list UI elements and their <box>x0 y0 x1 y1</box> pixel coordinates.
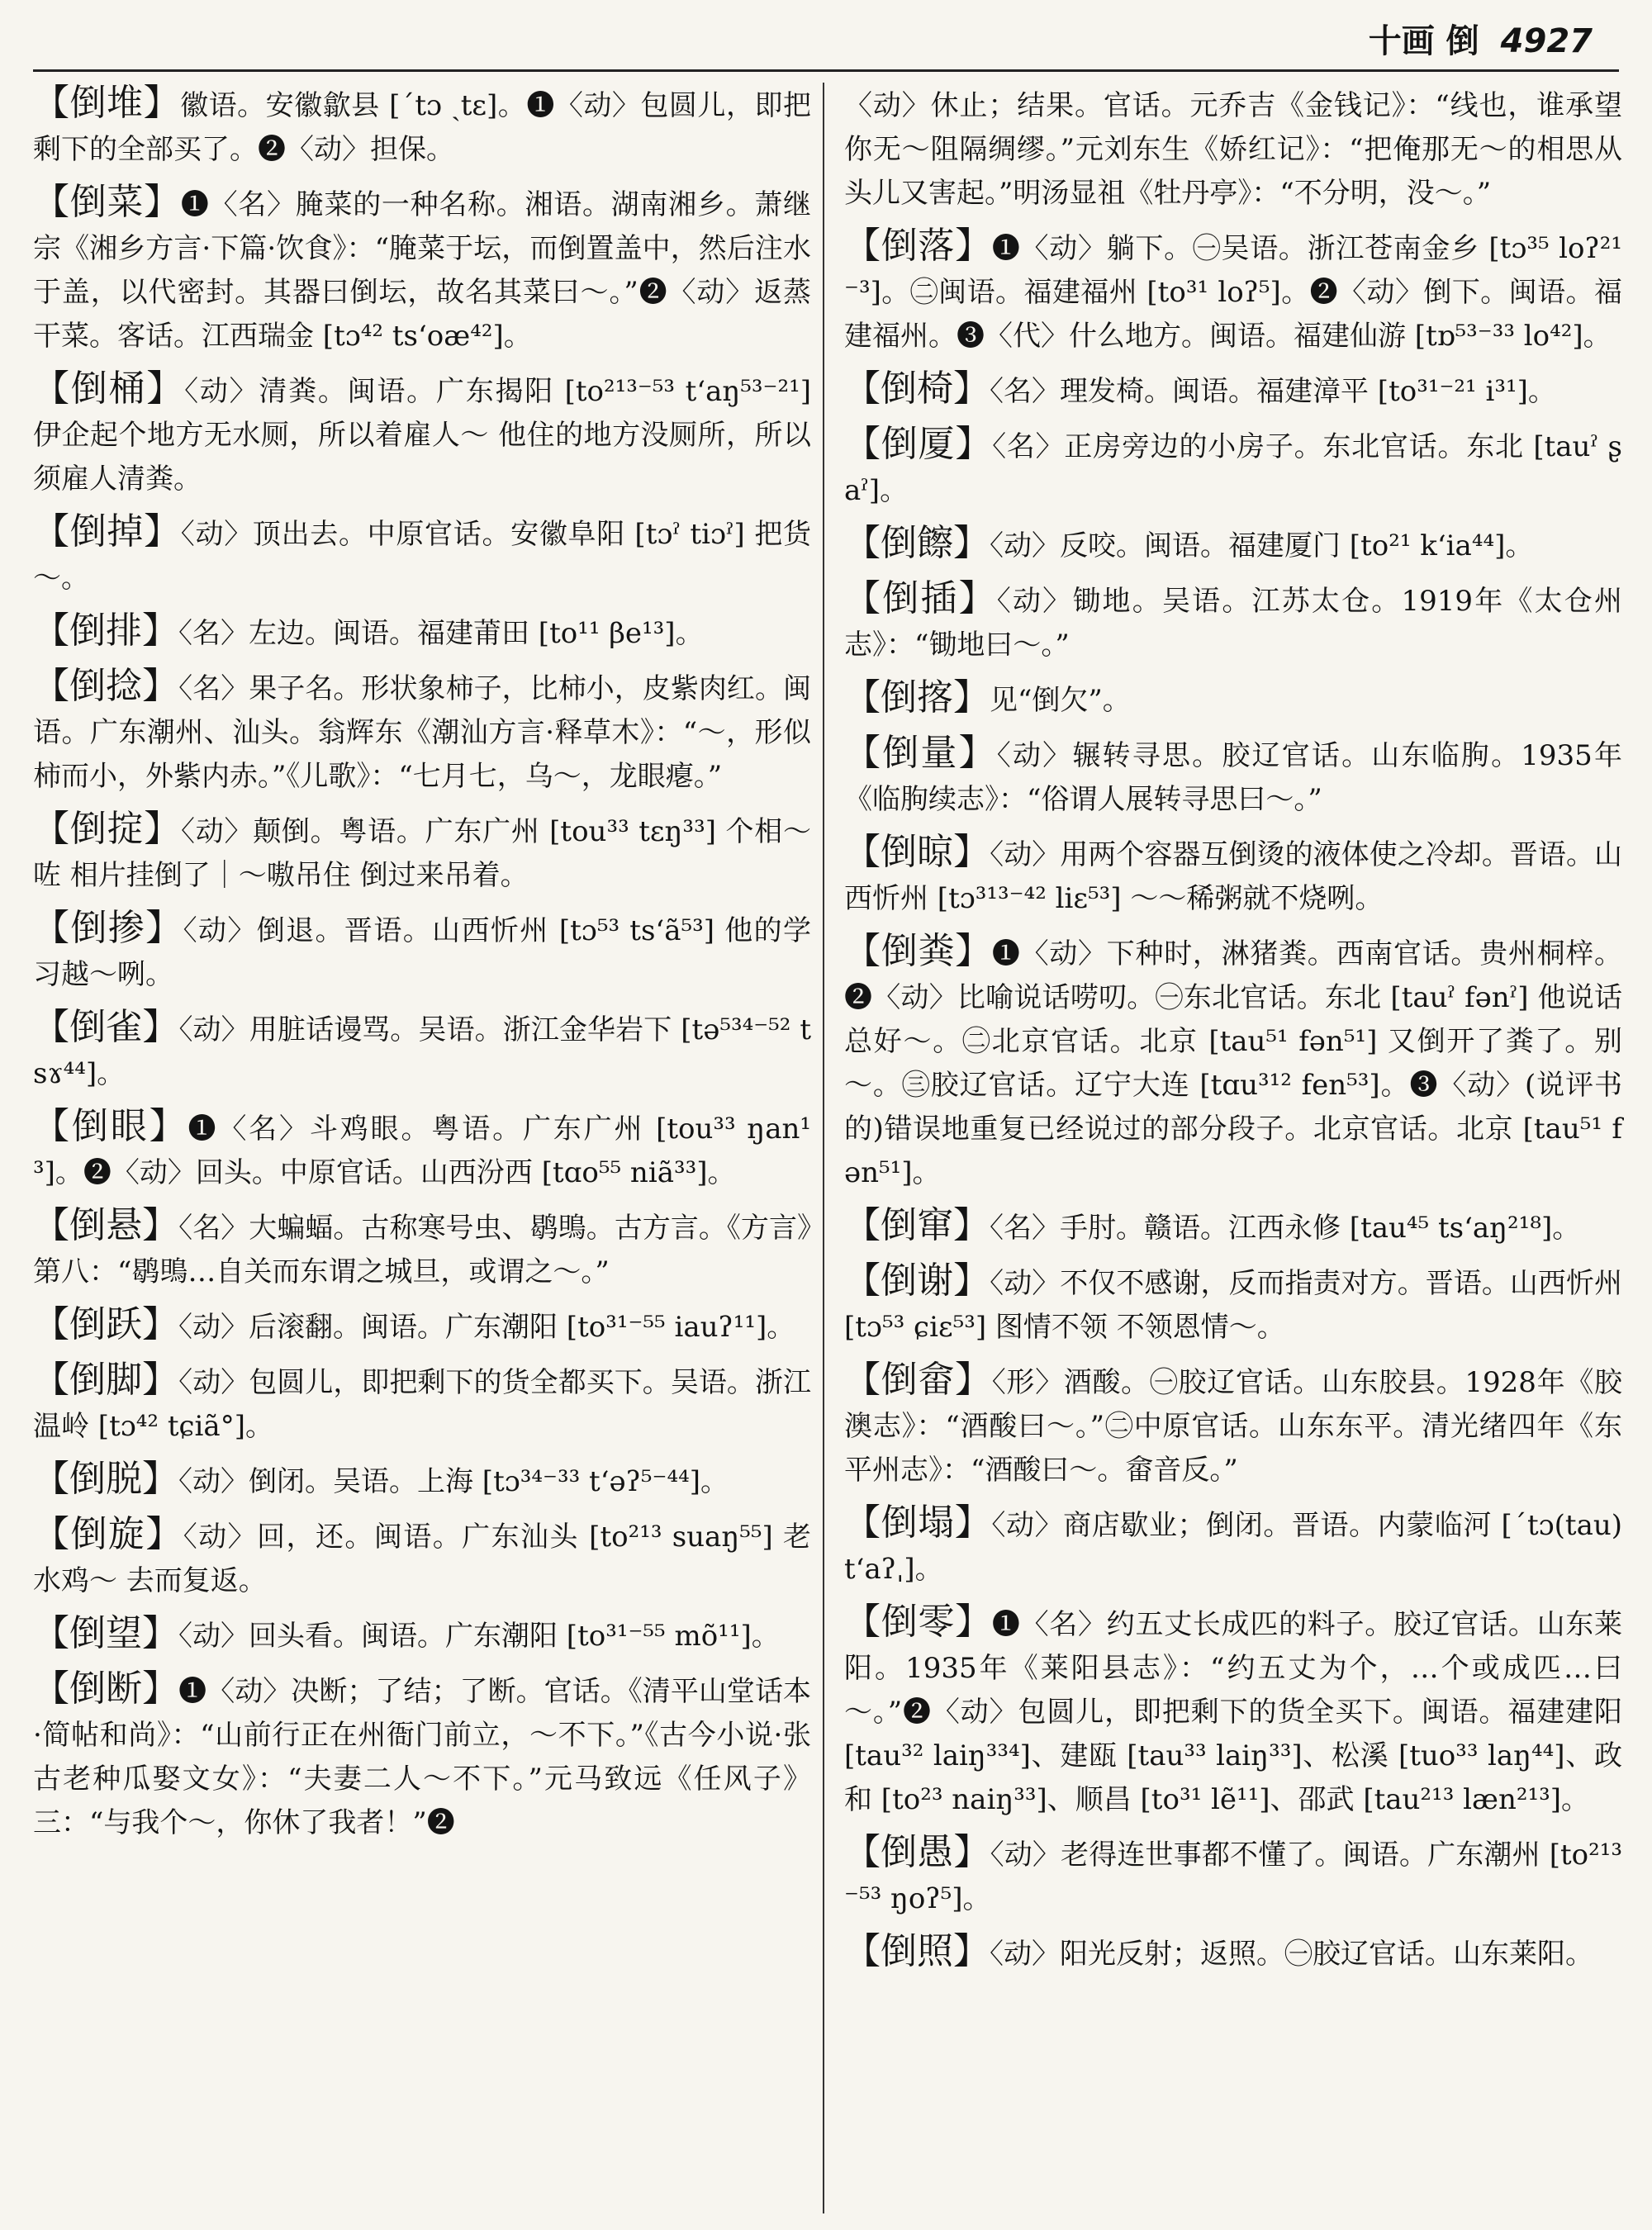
entry-definition: ❶〈名〉斗鸡眼。粤语。广东广州 [tou³³ ŋan¹³]。❷〈动〉回头。中原官话。山西汾西 [tɑo⁵⁵ niã³³]。 <box>33 1113 811 1189</box>
dictionary-entry <box>33 1358 811 1449</box>
entry-headword: 【倒粪】 <box>844 930 992 972</box>
entry-definition: 〈动〉反咬。闽语。福建厦门 [to²¹ kʻia⁴⁴]。 <box>990 529 1534 562</box>
entry-definition: 〈动〉不仅不感谢，反而指责对方。晋语。山西忻州 [tɔ⁵³ ɕiɛ⁵³] 图情不领 不领恩情～。 <box>844 1267 1623 1344</box>
entry-headword: 【倒悬】 <box>33 1204 179 1246</box>
header-rule <box>33 69 1619 72</box>
dictionary-entry <box>33 609 811 656</box>
right-column <box>844 81 1622 1985</box>
entry-definition: 〈动〉阳光反射；返照。㊀胶辽官话。山东莱阳。 <box>990 1938 1593 1971</box>
dictionary-entry <box>33 807 811 898</box>
entry-definition: 〈动〉用脏话谩骂。吴语。浙江金华岩下 [tə⁵³⁴⁻⁵² tsɤ⁴⁴]。 <box>33 1013 812 1090</box>
dictionary-entry <box>33 1203 811 1294</box>
entry-headword: 【倒愚】 <box>844 1831 990 1873</box>
entry-definition: 〈动〉用两个容器互倒烫的液体使之冷却。晋语。山西忻州 [tɔ³¹³⁻⁴² liɛ⁵³] ～～稀粥就不烧咧。 <box>844 838 1623 915</box>
dictionary-entry <box>844 731 1622 822</box>
entry-definition: 〈动〉回，还。闽语。广东汕头 [to²¹³ suaŋ⁵⁵] 老水鸡～ 去而复返。 <box>33 1521 812 1597</box>
dictionary-entry <box>844 367 1622 414</box>
left-column <box>33 81 811 1853</box>
entry-headword: 【倒量】 <box>844 732 997 774</box>
dictionary-entry <box>844 422 1622 513</box>
dictionary-entry <box>844 676 1622 723</box>
entry-headword: 【倒菜】 <box>33 181 181 223</box>
dictionary-entry <box>33 1005 811 1096</box>
dictionary-entry <box>844 1929 1622 1976</box>
entry-headword: 【倒椅】 <box>844 368 990 410</box>
dictionary-entry <box>33 664 811 799</box>
entry-headword: 【倒桶】 <box>33 368 185 410</box>
entry-headword: 【倒落】 <box>844 225 992 267</box>
entry-headword: 【倒照】 <box>844 1930 990 1972</box>
entry-definition: ❶〈名〉腌菜的一种名称。湘语。湖南湘乡。萧继宗《湘乡方言·下篇·饮食》：“腌菜于坛，而倒置盖中，然后注水于盖，以代密封。其器曰倒坛，故名其菜曰～。”❷〈动〉返蒸干菜。客话。江西瑞金 [tɔ⁴² tsʻoæ⁴²]。 <box>33 188 812 353</box>
entry-definition: 〈形〉酒酸。㊀胶辽官话。山东胶县。1928年《胶澳志》：“酒酸曰～。”㊁中原官话。山东东平。清光绪四年《东平州志》：“酒酸曰～。畲音反。” <box>844 1366 1622 1487</box>
entry-definition: ❶〈动〉下种时，淋猪粪。西南官话。贵州桐梓。❷〈动〉比喻说话唠叨。㊀东北官话。东北 [tauˀ fənˀ] 他说话总好～。㊁北京官话。北京 [tau⁵¹ fən⁵¹] 又倒开了粪了。别～。㊂胶辽官话。辽宁大连 [tɑu³¹² fen⁵³]。❸〈动〉(说评书的)错误地重复已经说过的部分段子。北京官话。北京 [tau⁵¹ fən⁵¹]。 <box>844 937 1623 1189</box>
dictionary-entry <box>844 224 1622 358</box>
page-header-title: 十画 倒 <box>1368 21 1479 60</box>
dictionary-entry <box>844 1501 1622 1592</box>
dictionary-entry <box>844 576 1622 667</box>
dictionary-entry <box>33 906 811 997</box>
entry-headword: 【倒塌】 <box>844 1502 992 1544</box>
entry-definition: 〈动〉清粪。闽语。广东揭阳 [to²¹³⁻⁵³ tʻaŋ⁵³⁻²¹] 伊企起个地方无水厕，所以着雇人～ 他住的地方没厕所，所以须雇人清粪。 <box>33 375 811 496</box>
entry-headword: 【倒掺】 <box>33 907 183 949</box>
dictionary-entry <box>33 1104 811 1195</box>
dictionary-entry <box>33 1611 811 1658</box>
entry-definition: ❶〈动〉躺下。㊀吴语。浙江苍南金乡 [tɔ³⁵ loʔ²¹⁻³]。㊁闽语。福建福州 [to³¹ loʔ⁵]。❷〈动〉倒下。闽语。福建福州。❸〈代〉什么地方。闽语。福建仙游 [tɒ⁵³⁻³³ lo⁴²]。 <box>844 232 1622 353</box>
entry-definition: 徽语。安徽歙县 [ˊtɔ ˏtɛ]。❶〈动〉包圆儿，即把剩下的全部买了。❷〈动〉担保。 <box>33 89 812 166</box>
entry-headword: 【倒零】 <box>844 1601 992 1643</box>
dictionary-entry <box>844 830 1622 921</box>
column-divider <box>823 83 824 2213</box>
entry-headword: 【倒畲】 <box>844 1359 992 1401</box>
dictionary-entry <box>844 1600 1622 1822</box>
entry-definition: 〈动〉颠倒。粤语。广东广州 [tou³³ tɛŋ³³] 个相～咗 相片挂倒了｜～嗷吊住 倒过来吊着。 <box>33 815 811 892</box>
dictionary-entry <box>33 1667 811 1845</box>
entry-headword: 【倒谢】 <box>844 1260 990 1302</box>
entry-definition: 〈名〉左边。闽语。福建莆田 [to¹¹ βe¹³]。 <box>178 617 704 650</box>
entry-definition: 〈动〉后滚翻。闽语。广东潮阳 [to³¹⁻⁵⁵ iauʔ¹¹]。 <box>178 1311 795 1344</box>
entry-definition: ❶〈名〉约五丈长成匹的料子。胶辽官话。山东莱阳。1935年《莱阳县志》：“约五丈为个，…个或成匹…曰～。”❷〈动〉包圆儿，即把剩下的货全买下。闽语。福建建阳 [tau³² laiŋ³³⁴]、建瓯 [tau³³ laiŋ³³]、松溪 [tuo³³ laŋ⁴⁴]、政和 [to²³ naiŋ³³]、顺昌 [to³¹ lẽ¹¹]、邵武 [tau²¹³ læn²¹³]。 <box>844 1608 1623 1816</box>
entry-headword: 【倒掟】 <box>33 808 181 850</box>
entry-definition: 〈动〉锄地。吴语。江苏太仓。1919年《太仓州志》：“锄地曰～。” <box>844 585 1622 662</box>
dictionary-entry <box>33 1302 811 1350</box>
entry-headword: 【倒旋】 <box>33 1513 183 1555</box>
entry-definition: 见“倒欠”。 <box>990 684 1131 717</box>
dictionary-entry <box>33 1512 811 1603</box>
entry-headword: 【倒晾】 <box>844 831 990 873</box>
dictionary-entry <box>844 1358 1622 1492</box>
dictionary-entry <box>844 1259 1622 1350</box>
dictionary-entry <box>844 1830 1622 1921</box>
entry-definition: 〈动〉倒退。晋语。山西忻州 [tɔ⁵³ tsʻã⁵³] 他的学习越～咧。 <box>33 914 811 991</box>
dictionary-entry <box>33 81 811 172</box>
dictionary-entry <box>844 81 1622 216</box>
entry-definition: 〈名〉正房旁边的小房子。东北官话。东北 [tauˀ ʂaˀ]。 <box>844 430 1623 507</box>
entry-headword: 【倒脱】 <box>33 1458 178 1500</box>
entry-headword: 【倒𩟔】 <box>844 522 990 564</box>
entry-headword: 【倒雀】 <box>33 1006 179 1048</box>
dictionary-entry <box>844 1203 1622 1250</box>
entry-headword: 【倒堆】 <box>33 82 181 124</box>
entry-headword: 【倒望】 <box>33 1612 178 1654</box>
entry-definition: 〈动〉商店歇业；倒闭。晋语。内蒙临河 [ˊtɔ(tau) tʻaʔˌ]。 <box>844 1509 1623 1586</box>
dictionary-entry <box>33 1457 811 1504</box>
dictionary-entry <box>844 521 1622 568</box>
entry-headword: 【倒捻】 <box>33 665 179 707</box>
dictionary-entry <box>844 929 1622 1195</box>
entry-definition: 〈名〉果子名。形状象柿子，比柿小，皮紫肉红。闽语。广东潮州、汕头。翁辉东《潮汕方言·释草木》：“～，形似柿而小，外紫内赤。”《儿歌》：“七月七，乌～，龙眼瘪。” <box>33 672 812 793</box>
entry-definition: ❶〈动〉决断；了结；了断。官话。《清平山堂话本·简帖和尚》：“山前行正在州衙门前立，～不下。”《古今小说·张古老种瓜娶文女》：“夫妻二人～不下。”元马致远《任风子》三：“与我个～，你休了我者！”❷ <box>33 1675 812 1839</box>
entry-headword: 【倒插】 <box>844 577 997 619</box>
entry-definition: 〈名〉理发椅。闽语。福建漳平 [to³¹⁻²¹ i³¹]。 <box>990 375 1556 408</box>
entry-headword: 【倒厦】 <box>844 423 993 465</box>
entry-definition: 〈动〉倒闭。吴语。上海 [tɔ³⁴⁻³³ tʻəʔ⁵⁻⁴⁴]。 <box>178 1465 729 1498</box>
dictionary-entry <box>33 367 811 501</box>
entry-definition: 〈动〉休止；结果。官话。元乔吉《金钱记》：“线也，谁承望你无～阻隔绸缪。”元刘东生《娇红记》：“把俺那无～的相思从头儿又害起。”明汤显祖《牡丹亭》：“不分明，没～。” <box>844 89 1622 210</box>
entry-headword: 【倒脚】 <box>33 1359 179 1401</box>
dictionary-entry <box>33 180 811 358</box>
entry-headword: 【倒断】 <box>33 1668 179 1710</box>
entry-definition: 〈动〉老得连世事都不懂了。闽语。广东潮州 [to²¹³⁻⁵³ ŋoʔ⁵]。 <box>844 1839 1622 1915</box>
entry-headword: 【倒窜】 <box>844 1204 990 1246</box>
page-header <box>1369 15 1593 64</box>
entry-definition: 〈动〉回头看。闽语。广东潮阳 [to³¹⁻⁵⁵ mõ¹¹]。 <box>178 1620 780 1653</box>
entry-definition: 〈动〉顶出去。中原官话。安徽阜阳 [tɔˀ tiɔˀ] 把货～。 <box>33 518 812 595</box>
entry-headword: 【倒掉】 <box>33 510 181 553</box>
entry-definition: 〈动〉包圆儿，即把剩下的货全都买下。吴语。浙江温岭 [tɔ⁴² tɕiã°]。 <box>33 1366 812 1443</box>
entry-headword: 【倒揢】 <box>844 676 990 719</box>
dictionary-entry <box>33 510 811 600</box>
entry-headword: 【倒眼】 <box>33 1105 188 1147</box>
entry-headword: 【倒跃】 <box>33 1303 178 1345</box>
entry-definition: 〈名〉大蝙蝠。古称寒号虫、鹖鴠。古方言。《方言》第八：“鹖鴠…自关而东谓之城旦，或谓之～。” <box>33 1212 812 1288</box>
entry-headword: 【倒排】 <box>33 610 178 652</box>
page-number: 4927 <box>1500 22 1593 60</box>
entry-definition: 〈动〉辗转寻思。胶辽官话。山东临朐。1935年《临朐续志》：“俗谓人展转寻思曰～。” <box>844 739 1622 816</box>
entry-definition: 〈名〉手肘。赣语。江西永修 [tau⁴⁵ tsʻaŋ²¹⁸]。 <box>990 1212 1581 1245</box>
